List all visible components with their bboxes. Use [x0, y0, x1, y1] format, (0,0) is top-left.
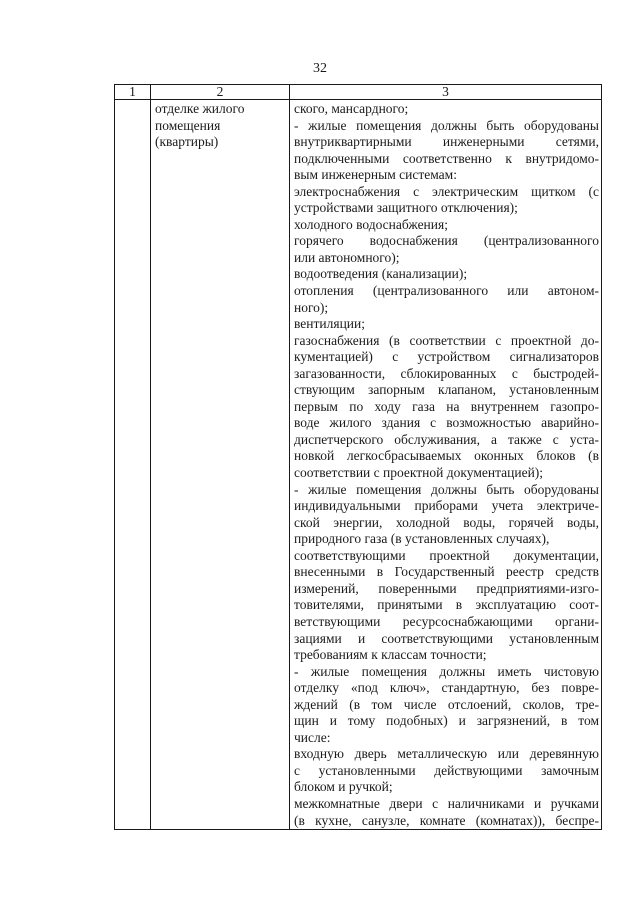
requirement-line: числе:	[294, 729, 331, 745]
requirement-line: соответствии с проектной документацией);	[294, 465, 544, 481]
requirement-line: электроснабжения с электрическим щитком (с	[294, 183, 599, 199]
requirement-line: входную дверь металлическую или деревянную	[294, 746, 599, 762]
requirement-line: - жилые помещения должны быть оборудованы	[294, 481, 599, 497]
requirement-line: горячего водоснабжения (централизованного	[294, 233, 599, 249]
requirement-line: диспетчерского обслуживания, а также с уста-	[294, 431, 599, 447]
requirement-line: блоком и ручкой;	[294, 779, 393, 795]
requirement-line: первым по ходу газа на внутреннем газопро-	[294, 398, 599, 414]
subject-line: (квартиры)	[155, 134, 219, 150]
table-row	[115, 100, 602, 830]
requirements-table	[114, 84, 602, 830]
requirement-line: товителями, принятыми в эксплуатацию соот-	[294, 597, 599, 613]
table-header-row	[115, 85, 602, 100]
requirement-line: отделку «под ключ», стандартную, без повре-	[294, 680, 599, 696]
requirement-line: холодного водоснабжения;	[294, 216, 448, 232]
requirement-line: вым инженерным системам:	[294, 167, 457, 183]
requirement-line: индивидуальными приборами учета электриче-	[294, 498, 599, 514]
requirement-line: - жилые помещения должны быть оборудованы	[294, 117, 599, 133]
requirement-line: воде жилого здания с возможностью аварийно-	[294, 415, 599, 431]
requirement-line: с установленными действующими замочным	[294, 762, 599, 778]
column-header-3: 3	[290, 85, 602, 100]
requirement-line: требованиям к классам точности;	[294, 647, 487, 663]
requirement-line: ветствующими ресурсоснабжающими органи-	[294, 613, 599, 629]
requirement-line: природного газа (в установленных случаях),	[294, 531, 550, 547]
subject-line: отделке жилого	[155, 101, 245, 116]
requirement-line: отопления (централизованного или автоном-	[294, 283, 599, 299]
cell-requirements	[290, 100, 602, 830]
requirement-line: (в кухне, санузле, комнате (комнатах)), беспре-	[294, 812, 599, 828]
requirement-line: внесенными в Государственный реестр средств	[294, 564, 599, 580]
requirement-line: ного);	[294, 299, 329, 315]
requirement-line: внутриквартирными инженерными сетями,	[294, 134, 599, 150]
requirement-line: ской энергии, холодной воды, горячей воды,	[294, 514, 599, 530]
requirement-line: ствующим запорным клапаном, установленным	[294, 382, 599, 398]
requirement-line: газоснабжения (в соответствии с проектной до-	[294, 332, 599, 348]
requirement-line: загазованности, сблокированных с быстродей-	[294, 365, 599, 381]
requirement-line: измерений, поверенными предприятиями-изго-	[294, 580, 599, 596]
requirement-line: щин и тому подобных) и загрязнений, в том	[294, 713, 599, 729]
requirement-line: водоотведения (канализации);	[294, 266, 468, 282]
cell-subject	[151, 100, 290, 830]
requirement-line: устройствами защитного отключения);	[294, 200, 518, 216]
page-number: 32	[313, 61, 327, 76]
column-header-1: 1	[115, 85, 151, 100]
requirement-line: ждений (в том числе отслоений, сколов, тре-	[294, 696, 599, 712]
requirement-line: межкомнатные двери с наличниками и ручками	[294, 795, 599, 811]
requirement-line: вентиляции;	[294, 316, 366, 332]
requirement-line: соответствующими проектной документации,	[294, 547, 599, 563]
requirement-line: ского, мансардного;	[294, 101, 409, 116]
requirement-line: или автономного);	[294, 249, 400, 265]
requirement-line: кументацией) с устройством сигнализаторов	[294, 349, 599, 365]
cell-number	[115, 100, 151, 830]
requirement-line: новкой легкосбрасываемых оконных блоков (в	[294, 448, 599, 464]
subject-line: помещения	[155, 117, 221, 133]
column-header-2: 2	[151, 85, 290, 100]
requirement-line: - жилые помещения должны иметь чистовую	[294, 663, 599, 679]
requirement-line: подключенными соответственно к внутридомо-	[294, 150, 599, 166]
requirement-line: зациями и соответствующими установленным	[294, 630, 599, 646]
